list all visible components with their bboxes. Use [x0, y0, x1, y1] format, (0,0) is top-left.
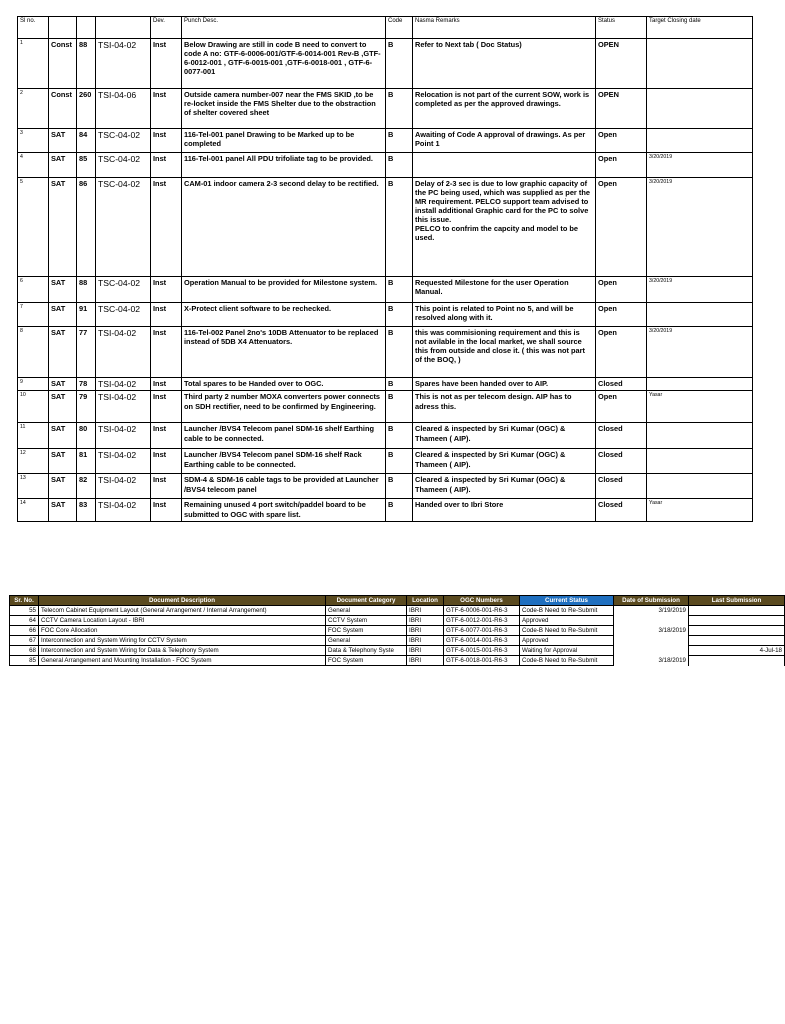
punch-remarks-cell: This is not as per telecom design. AIP has to adress this. — [413, 391, 596, 423]
punch-row — [18, 499, 753, 522]
punch-code-cell: B — [386, 277, 413, 303]
doc-description-cell: Interconnection and System Wiring for Data & Telephony System — [39, 646, 326, 656]
punch-party-cell: Const — [49, 89, 77, 129]
document-row — [10, 646, 785, 656]
punch-remarks-cell — [413, 153, 596, 178]
doc-description-cell: Interconnection and System Wiring for CCTV System — [39, 636, 326, 646]
punch-dev-cell: Inst — [151, 129, 182, 153]
doc-description-cell: Telecom Cabinet Equipment Layout (General Arrangement / Internal Arrangement) — [39, 606, 326, 616]
punch-header-row — [18, 17, 753, 39]
punch-status-cell: Open — [596, 178, 647, 277]
punch-party-cell: SAT — [49, 153, 77, 178]
punch-status-cell: Open — [596, 153, 647, 178]
header-current-status: Current Status — [520, 596, 614, 606]
header-punch-desc: Punch Desc. — [182, 17, 386, 39]
punch-sl-cell: 7 — [18, 303, 49, 327]
doc-ogc-number-cell: GTF-6-0077-001-R6-3 — [444, 626, 520, 636]
punch-reference-cell: TSC-04-02 — [96, 178, 151, 277]
punch-reference-cell: TSC-04-02 — [96, 129, 151, 153]
punch-number-cell: 83 — [77, 499, 96, 522]
punch-sl-cell: 2 — [18, 89, 49, 129]
punch-target-date-cell: Yasar — [647, 499, 753, 522]
punch-dev-cell: Inst — [151, 474, 182, 499]
punch-status-cell: Open — [596, 391, 647, 423]
punch-dev-cell: Inst — [151, 423, 182, 449]
doc-sr-cell: 67 — [10, 636, 39, 646]
doc-ogc-number-cell: GTF-6-0018-001-R6-3 — [444, 656, 520, 666]
punch-status-cell: Closed — [596, 474, 647, 499]
punch-code-cell: B — [386, 499, 413, 522]
punch-desc-cell: Launcher /BVS4 Telecom panel SDM-16 shelf Rack Earthing cable to be connected. — [182, 449, 386, 474]
punch-row — [18, 39, 753, 89]
header-sl-no: Sl no. — [18, 17, 49, 39]
doc-category-cell: FOC System — [326, 656, 407, 666]
doc-last-submission-cell — [689, 626, 785, 636]
punch-party-cell: SAT — [49, 178, 77, 277]
punch-target-date-cell: 3/20/2019 — [647, 178, 753, 277]
punch-target-date-cell — [647, 303, 753, 327]
punch-desc-cell: Below Drawing are still in code B need to convert to code A no: GTF-6-0006-001/GTF-6-0014-001 Rev-B ,GTF-6-0012-001 , GTF-6-0015-001 ,GTF-6-0018-001 , GTF-6-0077-001 — [182, 39, 386, 89]
punch-party-cell: SAT — [49, 499, 77, 522]
punch-dev-cell: Inst — [151, 327, 182, 378]
header-dev: Dev. — [151, 17, 182, 39]
punch-remarks-cell: Cleared & inspected by Sri Kumar (OGC) & Thameen ( AIP). — [413, 423, 596, 449]
punch-row — [18, 391, 753, 423]
document-status-table — [9, 595, 785, 666]
doc-status-cell: Code-B Need to Re-Submit — [520, 656, 614, 666]
punch-status-cell: Open — [596, 303, 647, 327]
punch-desc-cell: SDM-4 & SDM-16 cable tags to be provided at Launcher /BVS4 telecom panel — [182, 474, 386, 499]
punch-remarks-cell: Cleared & inspected by Sri Kumar (OGC) & Thameen ( AIP). — [413, 474, 596, 499]
punch-sl-cell: 8 — [18, 327, 49, 378]
punch-dev-cell: Inst — [151, 499, 182, 522]
punch-number-cell: 84 — [77, 129, 96, 153]
punch-row — [18, 474, 753, 499]
punch-sl-cell: 14 — [18, 499, 49, 522]
doc-status-cell: Code-B Need to Re-Submit — [520, 606, 614, 616]
document-row — [10, 656, 785, 666]
header-target-date: Target Closing date — [647, 17, 753, 39]
doc-sr-cell: 85 — [10, 656, 39, 666]
punch-remarks-cell: this was commisioning requirement and this is not avilable in the local market, we shall source this from outside and close it. ( this was not part of the BOQ, ) — [413, 327, 596, 378]
doc-submission-date-cell — [614, 616, 689, 626]
doc-sr-cell: 68 — [10, 646, 39, 656]
doc-sr-cell: 64 — [10, 616, 39, 626]
document-row — [10, 616, 785, 626]
punch-sl-cell: 13 — [18, 474, 49, 499]
doc-ogc-number-cell: GTF-6-0015-001-R6-3 — [444, 646, 520, 656]
punch-party-cell: SAT — [49, 378, 77, 391]
doc-last-submission-cell — [689, 616, 785, 626]
punch-dev-cell: Inst — [151, 449, 182, 474]
punch-desc-cell: Outside camera number-007 near the FMS SKID ,to be re-locket inside the FMS Shelter due to the obstraction of shelter covered sheet — [182, 89, 386, 129]
doc-location-cell: IBRI — [407, 606, 444, 616]
doc-location-cell: IBRI — [407, 646, 444, 656]
doc-last-submission-cell — [689, 656, 785, 666]
header-date-of-submission: Date of Submission — [614, 596, 689, 606]
doc-status-cell: Approved — [520, 636, 614, 646]
punch-status-cell: Closed — [596, 449, 647, 474]
document-row — [10, 626, 785, 636]
punch-desc-cell: Operation Manual to be provided for Milestone system. — [182, 277, 386, 303]
punch-dev-cell: Inst — [151, 378, 182, 391]
punch-dev-cell: Inst — [151, 277, 182, 303]
punch-desc-cell: CAM-01 indoor camera 2-3 second delay to be rectified. — [182, 178, 386, 277]
header-last-submission: Last Submission — [689, 596, 785, 606]
punch-target-date-cell — [647, 129, 753, 153]
punch-sl-cell: 4 — [18, 153, 49, 178]
doc-submission-date-cell: 3/18/2019 — [614, 656, 689, 666]
punch-desc-cell: 116-Tel-002 Panel 2no's 10DB Attenuator to be replaced instead of 5DB X4 Attenuators. — [182, 327, 386, 378]
doc-location-cell: IBRI — [407, 656, 444, 666]
doc-category-cell: Data & Telephony Syste — [326, 646, 407, 656]
punch-dev-cell: Inst — [151, 178, 182, 277]
punch-number-cell: 79 — [77, 391, 96, 423]
doc-category-cell: CCTV System — [326, 616, 407, 626]
punch-party-cell: Const — [49, 39, 77, 89]
punch-reference-cell: TSI-04-02 — [96, 423, 151, 449]
punch-code-cell: B — [386, 474, 413, 499]
punch-remarks-cell: Awaiting of Code A approval of drawings. As per Point 1 — [413, 129, 596, 153]
punch-status-cell: Closed — [596, 423, 647, 449]
punch-dev-cell: Inst — [151, 39, 182, 89]
punch-row — [18, 153, 753, 178]
doc-submission-date-cell — [614, 636, 689, 646]
doc-submission-date-cell — [614, 646, 689, 656]
punch-code-cell: B — [386, 391, 413, 423]
punch-row — [18, 89, 753, 129]
punch-code-cell: B — [386, 129, 413, 153]
punch-remarks-cell: Delay of 2-3 sec is due to low graphic capacity of the PC being used, which was supplied as per the MR requirement. PELCO support team advised to install additional Graphic card for the PC to solve this issue. PELCO to confrim the capcity and model to be used. — [413, 178, 596, 277]
punch-remarks-cell: Spares have been handed over to AIP. — [413, 378, 596, 391]
punch-row — [18, 277, 753, 303]
punch-reference-cell: TSI-04-02 — [96, 378, 151, 391]
doc-last-submission-cell — [689, 606, 785, 616]
punch-status-cell: Open — [596, 129, 647, 153]
punch-reference-cell: TSC-04-02 — [96, 153, 151, 178]
doc-location-cell: IBRI — [407, 636, 444, 646]
punch-party-cell: SAT — [49, 423, 77, 449]
punch-desc-cell: Total spares to be Handed over to OGC. — [182, 378, 386, 391]
punch-code-cell: B — [386, 327, 413, 378]
punch-target-date-cell: 3/20/2019 — [647, 277, 753, 303]
punch-row — [18, 423, 753, 449]
doc-ogc-number-cell: GTF-6-0006-001-R6-3 — [444, 606, 520, 616]
punch-sl-cell: 3 — [18, 129, 49, 153]
punch-target-date-cell — [647, 423, 753, 449]
doc-description-cell: General Arrangement and Mounting Installation - FOC System — [39, 656, 326, 666]
punch-target-date-cell: 3/20/2019 — [647, 153, 753, 178]
header-code: Code — [386, 17, 413, 39]
punch-code-cell: B — [386, 39, 413, 89]
doc-location-cell: IBRI — [407, 616, 444, 626]
punch-party-cell: SAT — [49, 277, 77, 303]
doc-submission-date-cell: 3/19/2019 — [614, 606, 689, 616]
doc-status-cell: Approved — [520, 616, 614, 626]
punch-reference-cell: TSC-04-02 — [96, 277, 151, 303]
punch-remarks-cell: Cleared & inspected by Sri Kumar (OGC) & Thameen ( AIP). — [413, 449, 596, 474]
docs-header-row — [10, 596, 785, 606]
header-number — [77, 17, 96, 39]
punch-desc-cell: X-Protect client software to be rechecked. — [182, 303, 386, 327]
header-party — [49, 17, 77, 39]
punch-code-cell: B — [386, 378, 413, 391]
punch-row — [18, 178, 753, 277]
punch-sl-cell: 1 — [18, 39, 49, 89]
punch-party-cell: SAT — [49, 327, 77, 378]
punch-party-cell: SAT — [49, 129, 77, 153]
punch-number-cell: 80 — [77, 423, 96, 449]
punch-row — [18, 129, 753, 153]
punch-number-cell: 85 — [77, 153, 96, 178]
punch-remarks-cell: Handed over to Ibri Store — [413, 499, 596, 522]
punch-party-cell: SAT — [49, 474, 77, 499]
doc-last-submission-cell: 4-Jul-18 — [689, 646, 785, 656]
punch-dev-cell: Inst — [151, 303, 182, 327]
punch-remarks-cell: Relocation is not part of the current SOW, work is completed as per the approved drawings. — [413, 89, 596, 129]
punch-desc-cell: Third party 2 number MOXA converters power connects on SDH rectifier, need to be confirmed by Engineering. — [182, 391, 386, 423]
punch-target-date-cell — [647, 39, 753, 89]
punch-reference-cell: TSI-04-02 — [96, 499, 151, 522]
punch-status-cell: Open — [596, 277, 647, 303]
document-row — [10, 636, 785, 646]
punch-reference-cell: TSI-04-02 — [96, 391, 151, 423]
doc-sr-cell: 55 — [10, 606, 39, 616]
punch-number-cell: 88 — [77, 39, 96, 89]
punch-reference-cell: TSI-04-02 — [96, 474, 151, 499]
header-remarks: Nasma Remarks — [413, 17, 596, 39]
punch-row — [18, 449, 753, 474]
punch-status-cell: OPEN — [596, 89, 647, 129]
doc-last-submission-cell — [689, 636, 785, 646]
doc-ogc-number-cell: GTF-6-0014-001-R6-3 — [444, 636, 520, 646]
punch-row — [18, 327, 753, 378]
punch-target-date-cell: Yasar — [647, 391, 753, 423]
punch-number-cell: 81 — [77, 449, 96, 474]
doc-category-cell: General — [326, 606, 407, 616]
doc-description-cell: CCTV Camera Location Layout - IBRI — [39, 616, 326, 626]
doc-submission-date-cell: 3/18/2019 — [614, 626, 689, 636]
punch-reference-cell: TSI-04-02 — [96, 327, 151, 378]
punch-row — [18, 378, 753, 391]
punch-reference-cell: TSI-04-06 — [96, 89, 151, 129]
punch-number-cell: 86 — [77, 178, 96, 277]
punch-dev-cell: Inst — [151, 153, 182, 178]
punch-remarks-cell: Refer to Next tab ( Doc Status) — [413, 39, 596, 89]
punch-status-cell: OPEN — [596, 39, 647, 89]
doc-sr-cell: 66 — [10, 626, 39, 636]
header-ogc-numbers: OGC Numbers — [444, 596, 520, 606]
punch-reference-cell: TSC-04-02 — [96, 303, 151, 327]
punch-sl-cell: 9 — [18, 378, 49, 391]
punch-target-date-cell — [647, 449, 753, 474]
punch-desc-cell: Launcher /BVS4 Telecom panel SDM-16 shelf Earthing cable to be connected. — [182, 423, 386, 449]
punch-target-date-cell: 3/20/2019 — [647, 327, 753, 378]
header-document-description: Document Description — [39, 596, 326, 606]
doc-location-cell: IBRI — [407, 626, 444, 636]
punch-target-date-cell — [647, 378, 753, 391]
punch-target-date-cell — [647, 89, 753, 129]
header-reference — [96, 17, 151, 39]
punch-list-table — [17, 16, 753, 522]
punch-status-cell: Closed — [596, 378, 647, 391]
punch-sl-cell: 10 — [18, 391, 49, 423]
punch-number-cell: 78 — [77, 378, 96, 391]
punch-remarks-cell: This point is related to Point no 5, and will be resolved along with it. — [413, 303, 596, 327]
punch-code-cell: B — [386, 153, 413, 178]
doc-status-cell: Waiting for Approval — [520, 646, 614, 656]
punch-number-cell: 88 — [77, 277, 96, 303]
punch-number-cell: 260 — [77, 89, 96, 129]
header-document-category: Document Category — [326, 596, 407, 606]
punch-target-date-cell — [647, 474, 753, 499]
punch-status-cell: Closed — [596, 499, 647, 522]
punch-code-cell: B — [386, 303, 413, 327]
punch-code-cell: B — [386, 423, 413, 449]
punch-party-cell: SAT — [49, 303, 77, 327]
punch-desc-cell: 116-Tel-001 panel All PDU trifoliate tag to be provided. — [182, 153, 386, 178]
punch-sl-cell: 12 — [18, 449, 49, 474]
punch-code-cell: B — [386, 178, 413, 277]
punch-sl-cell: 6 — [18, 277, 49, 303]
punch-row — [18, 303, 753, 327]
doc-status-cell: Code-B Need to Re-Submit — [520, 626, 614, 636]
punch-party-cell: SAT — [49, 391, 77, 423]
punch-dev-cell: Inst — [151, 89, 182, 129]
punch-dev-cell: Inst — [151, 391, 182, 423]
header-status: Status — [596, 17, 647, 39]
punch-number-cell: 91 — [77, 303, 96, 327]
punch-party-cell: SAT — [49, 449, 77, 474]
punch-desc-cell: Remaining unused 4 port switch/paddel board to be submitted to OGC with spare list. — [182, 499, 386, 522]
punch-remarks-cell: Requested Milestone for the user Operation Manual. — [413, 277, 596, 303]
punch-code-cell: B — [386, 449, 413, 474]
punch-reference-cell: TSI-04-02 — [96, 39, 151, 89]
punch-code-cell: B — [386, 89, 413, 129]
punch-status-cell: Open — [596, 327, 647, 378]
document-row — [10, 606, 785, 616]
punch-reference-cell: TSI-04-02 — [96, 449, 151, 474]
header-location: Location — [407, 596, 444, 606]
punch-number-cell: 77 — [77, 327, 96, 378]
header-sr-no: Sr. No. — [10, 596, 39, 606]
punch-number-cell: 82 — [77, 474, 96, 499]
doc-ogc-number-cell: GTF-6-0012-001-R6-3 — [444, 616, 520, 626]
doc-category-cell: General — [326, 636, 407, 646]
punch-sl-cell: 11 — [18, 423, 49, 449]
doc-category-cell: FOC System — [326, 626, 407, 636]
punch-sl-cell: 5 — [18, 178, 49, 277]
punch-desc-cell: 116-Tel-001 panel Drawing to be Marked up to be completed — [182, 129, 386, 153]
doc-description-cell: FOC Core Allocation — [39, 626, 326, 636]
